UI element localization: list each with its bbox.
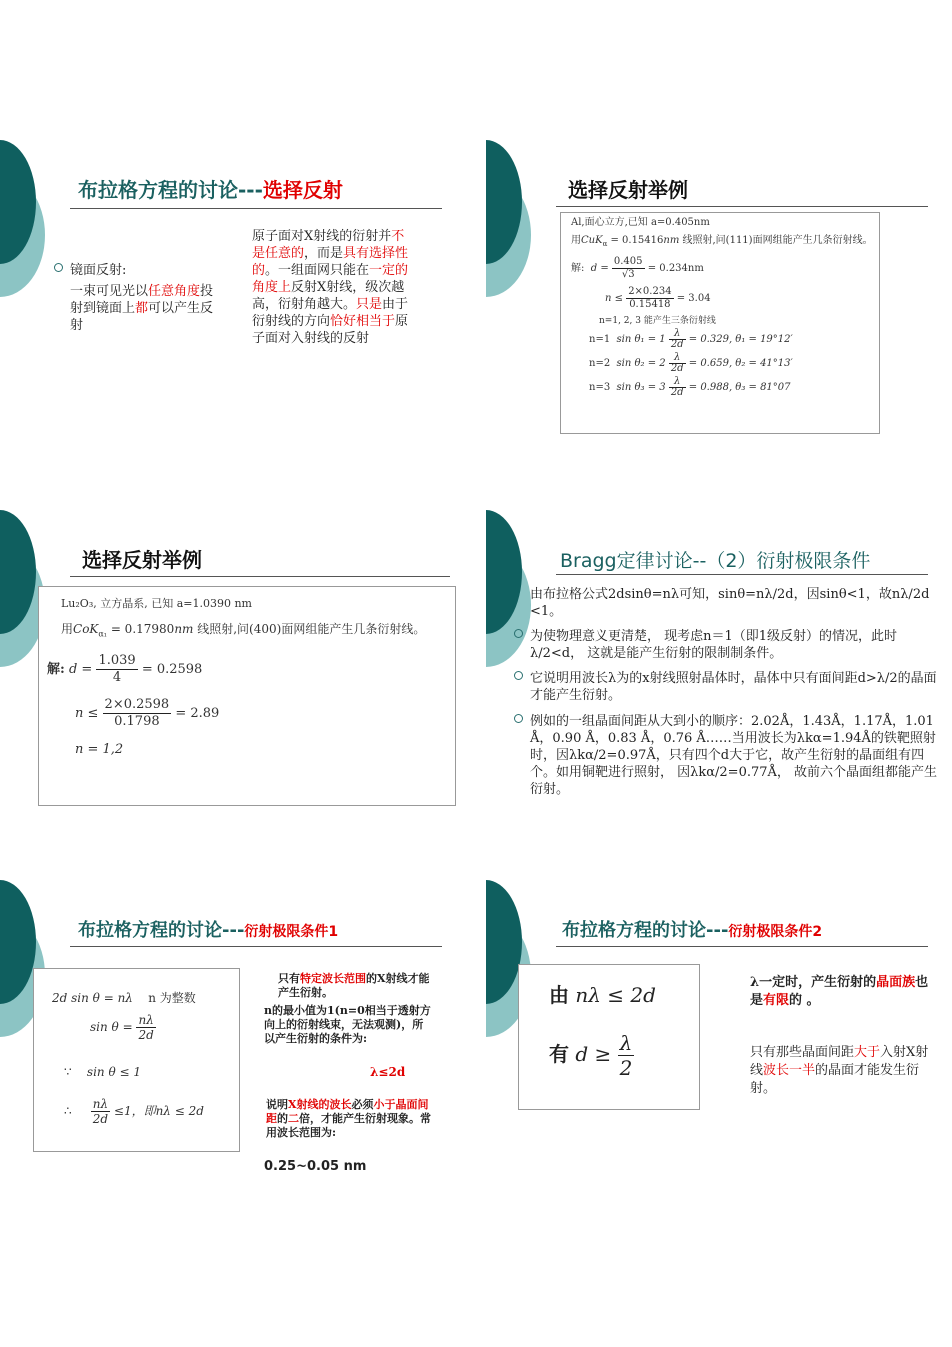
eq-d: 解: d = $\frac{1.039}{4}$ = 0.2598 <box>47 653 203 686</box>
text-run: 都 <box>135 301 149 316</box>
text-run: 原子面对入射线的反射 <box>252 314 409 346</box>
eq-result: 有 d ≥ $\frac{\lambda}{2}$ <box>549 1031 633 1080</box>
slide-title: 选择反射举例 <box>568 178 688 202</box>
eq-n1: n=1 sin θ₁ = 1 $\frac{\lambda}{2d}$ = 0.329, θ₁ = 19°12′ <box>589 328 793 350</box>
text-run: 不是任意的 <box>252 229 405 261</box>
eq-n: n ≤ $\frac{2\times 0.234}{0.15418}$ = 3.04 <box>605 286 711 310</box>
slide-decoration <box>486 510 536 670</box>
bullet-1: 由布拉格公式2dsinθ=nλ可知，sinθ=nλ/2d，因sinθ<1，故nλ/2d <1。 <box>530 587 930 619</box>
example-given: Al,面心立方,已知 a=0.405nm <box>571 217 710 228</box>
eq-n2: n=2 sin θ₂ = 2 $\frac{\lambda}{2d}$ = 0.659, θ₂ = 41°13′ <box>589 352 793 374</box>
text-run: 投射到镜面上 <box>70 284 214 316</box>
title-rule <box>556 206 928 207</box>
slide-title: Bragg定律讨论--（2）衍射极限条件 <box>560 550 871 572</box>
text-run: 可以产生反射 <box>70 301 214 333</box>
text-run: 由于衍射线的方向 <box>252 297 409 329</box>
worked-example-image <box>38 586 456 806</box>
right-paragraph <box>252 228 412 347</box>
worked-example-image <box>560 212 880 434</box>
text-run: ，而是 <box>304 246 344 261</box>
bullet-circle-icon <box>514 671 523 680</box>
slide-selective-reflection <box>0 140 460 460</box>
explanation-3: 说明X射线的波长必须小于晶面间距的二倍，才能产生衍射现象。常用波长范围为: <box>266 1098 431 1139</box>
title-rule <box>70 946 442 947</box>
bullet-label: 镜面反射: <box>70 263 127 278</box>
example-question: 用CuK$_\alpha$ = 0.15416nm 线照射,问(111)面网组能产生几条衍射线。 <box>571 235 873 248</box>
slide-title: 布拉格方程的讨论---选择反射 <box>78 178 343 202</box>
text-run: 反射X射线，级次越高，衍射角越大。 <box>252 280 405 312</box>
title-rule <box>556 574 928 575</box>
eq-sin: sin θ = $\frac{n\lambda}{2d}$ <box>90 1013 154 1042</box>
example-question: 用CoK$_{\alpha_1}$ = 0.17980nm 线照射,问(400)面网组能产生几条衍射线。 <box>61 622 426 639</box>
eq-n3: n=3 sin θ₃ = 3 $\frac{\lambda}{2d}$ = 0.988, θ₃ = 81°07 <box>589 376 791 398</box>
slide-decoration <box>486 140 536 300</box>
bullet-4: 例如的一组晶面间距从大到小的顺序：2.02Å，1.43Å，1.17Å，1.01 Å，0.90 Å，0.83 Å，0.76 Å……当用波长为λkα=1.94Å的铁靶照射时，因λkα/2=0.97Å，只有四个d大于它，故产生衍射的晶面组有四个。如用铜靶进行照射， 因λkα/2=0.77Å， 故前六个晶面组都能产生衍射。 <box>530 713 942 798</box>
text-run: 任意角度 <box>148 284 201 299</box>
slide-title: 布拉格方程的讨论---衍射极限条件2 <box>562 920 823 941</box>
eq-therefore: ∴ $\frac{n\lambda}{2d}$ ≤1，即nλ ≤ 2d <box>64 1097 204 1126</box>
slide-diffraction-limit-2 <box>486 880 952 1200</box>
bullet-3: 它说明用波长λ为的x射线照射晶体时，晶体中只有面间距d>λ/2的晶面才能产生衍射。 <box>530 670 942 704</box>
text-run: 。一组面网只能在 <box>265 263 370 278</box>
slide-selective-example-al <box>486 140 946 460</box>
text-run: 只是 <box>356 297 383 312</box>
wavelength-range: 0.25~0.05 nm <box>264 1159 367 1174</box>
n-list: n=1, 2, 3 能产生三条衍射线 <box>599 316 716 326</box>
text-run: 具有选择性的 <box>252 246 409 278</box>
title-rule <box>70 208 442 209</box>
slide-title: 布拉格方程的讨论---衍射极限条件1 <box>78 920 339 941</box>
eq-because: ∵ sin θ ≤ 1 <box>64 1065 141 1079</box>
text-run: 恰好相当于 <box>330 314 396 329</box>
example-given: Lu₂O₃, 立方晶系, 已知 a=1.0390 nm <box>61 597 252 610</box>
text-run: 原子面对X射线的衍射并 <box>252 229 392 244</box>
text-run: 一定的角度上 <box>252 263 409 295</box>
title-rule <box>556 946 928 947</box>
eq-n: n ≤ $\frac{2\times 0.2598}{0.1798}$ = 2.89 <box>75 697 220 730</box>
bullet-mirror-reflection <box>70 262 220 334</box>
explanation-2: n的最小值为1(n=0相当于透射方向上的衍射线束，无法观测)，所以产生衍射的条件为: <box>264 1004 431 1045</box>
condition-formula: λ≤2d <box>370 1065 406 1079</box>
slide-decoration <box>0 140 50 300</box>
bullet-circle-icon <box>54 263 63 272</box>
statement-2: 只有那些晶面间距大于入射X射线波长一半的晶面才能发生衍射。 <box>750 1045 929 1096</box>
slide-diffraction-limit-1 <box>0 880 460 1200</box>
bullet-2: 为使物理意义更清楚， 现考虑n＝1（即1级反射）的情况，此时λ/2<d， 这就是能产生衍射的限制制条件。 <box>530 628 942 662</box>
eq-d: 解: d = $\frac{0.405}{√3}$ = 0.234nm <box>571 256 704 280</box>
left-paragraph <box>70 283 220 334</box>
text-run: 一束可见光以 <box>70 284 149 299</box>
slide-selective-example-lu2o3 <box>0 510 460 830</box>
equation-image <box>518 964 700 1110</box>
bullet-circle-icon <box>514 714 523 723</box>
eq-bragg: 2d sin θ = nλ n 为整数 <box>52 991 196 1005</box>
statement-1: λ一定时，产生衍射的晶面族也是有限的 。 <box>750 975 929 1008</box>
eq-n-values: n = 1,2 <box>75 742 124 758</box>
title-rule <box>70 576 450 577</box>
slide-title: 选择反射举例 <box>82 548 202 572</box>
bullet-circle-icon <box>514 629 523 638</box>
explanation-1: 只有特定波长范围的X射线才能产生衍射。 <box>278 972 430 999</box>
slide-bragg-limit-condition <box>486 510 952 830</box>
eq-given: 由 nλ ≤ 2d <box>549 983 656 1007</box>
equation-image <box>33 968 240 1152</box>
